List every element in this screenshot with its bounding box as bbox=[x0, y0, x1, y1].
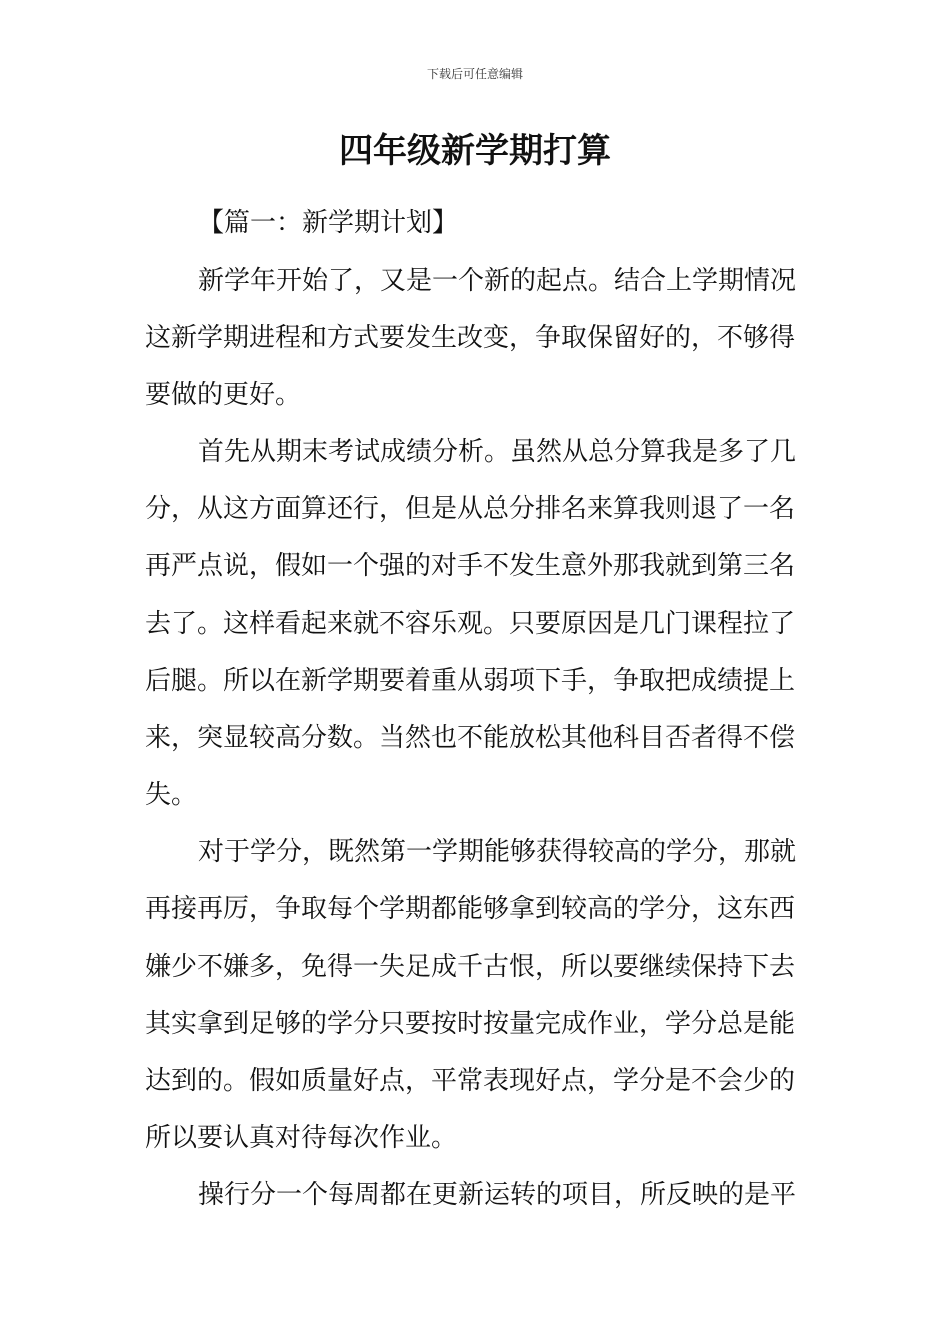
paragraph-line: 对于学分，既然第一学期能够获得较高的学分，那就 bbox=[198, 837, 797, 867]
paragraph-line: 分，从这方面算还行，但是从总分排名来算我则退了一名 bbox=[145, 494, 796, 524]
paragraph-line: 达到的。假如质量好点，平常表现好点，学分是不会少的 bbox=[145, 1066, 796, 1096]
paragraph-line: 后腿。所以在新学期要着重从弱项下手，争取把成绩提上 bbox=[145, 666, 796, 696]
paragraph-line: 操行分一个每周都在更新运转的项目，所反映的是平 bbox=[198, 1180, 797, 1210]
paragraph-line: 嫌少不嫌多，免得一失足成千古恨，所以要继续保持下去 bbox=[145, 952, 796, 982]
paragraph-line: 首先从期末考试成绩分析。虽然从总分算我是多了几 bbox=[198, 437, 797, 467]
document-title: 四年级新学期打算 bbox=[339, 131, 611, 171]
paragraph-line: 其实拿到足够的学分只要按时按量完成作业，学分总是能 bbox=[145, 1009, 796, 1039]
paragraph-line: 再严点说，假如一个强的对手不发生意外那我就到第三名 bbox=[145, 551, 796, 581]
header-note: 下载后可任意编辑 bbox=[426, 67, 523, 81]
paragraph-line: 失。 bbox=[145, 780, 198, 810]
paragraph-line: 来，突显较高分数。当然也不能放松其他科目否者得不偿 bbox=[145, 723, 796, 753]
paragraph-line: 要做的更好。 bbox=[145, 380, 302, 410]
paragraph-line: 再接再厉，争取每个学期都能够拿到较高的学分，这东西 bbox=[145, 894, 796, 924]
paragraph-line: 新学年开始了，又是一个新的起点。结合上学期情况 bbox=[198, 266, 797, 296]
paragraph-line: 所以要认真对待每次作业。 bbox=[145, 1123, 458, 1153]
section-heading: 【篇一：新学期计划】 bbox=[198, 208, 459, 238]
paragraph-line: 这新学期进程和方式要发生改变，争取保留好的，不够得 bbox=[145, 323, 796, 353]
paragraph-line: 去了。这样看起来就不容乐观。只要原因是几门课程拉了 bbox=[145, 609, 796, 639]
